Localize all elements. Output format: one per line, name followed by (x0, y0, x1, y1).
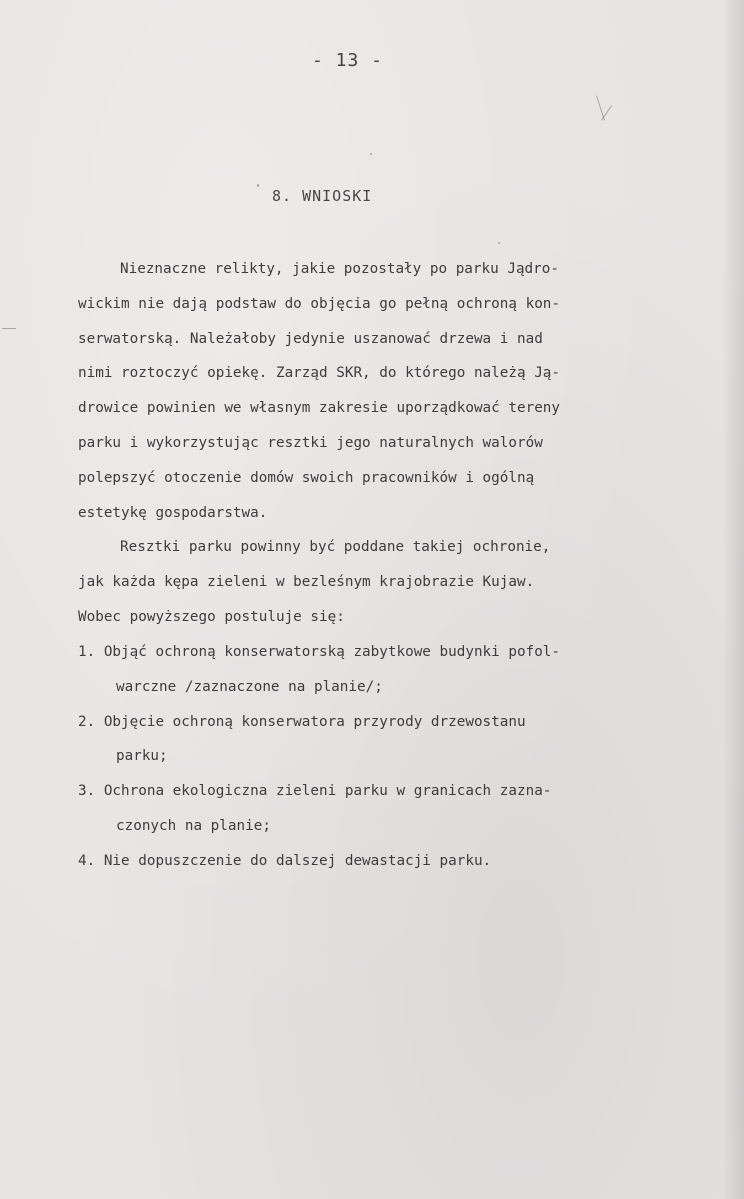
speck (498, 242, 500, 244)
speck (257, 184, 259, 187)
paragraph-line: estetykę gospodarstwa. (78, 504, 268, 521)
list-item: 2. Objęcie ochroną konserwatora przyrody drzewostanu (78, 713, 526, 730)
list-item: 1. Objąć ochroną konserwatorską zabytkowe budynki pofol- (78, 644, 561, 660)
page-edge-shadow (722, 0, 744, 1199)
paragraph-line: jak każda kępa zieleni w bezleśnym krajobrazie Kujaw. (78, 573, 535, 590)
list-item-continuation: czonych na planie; (116, 817, 271, 834)
paragraph-line: drowice powinien we własnym zakresie uporządkować tereny (78, 400, 561, 417)
paragraph-line: parku i wykorzystując resztki jego naturalnych walorów (78, 434, 543, 451)
page-number: - 13 - (312, 50, 384, 71)
paragraph-line: serwatorską. Należałoby jedynie uszanować drzewa i nad (78, 330, 543, 347)
speck (370, 153, 372, 155)
paragraph-line: nimi roztoczyć opiekę. Zarząd SKR, do którego należą Ją- (78, 365, 561, 382)
paragraph-line: wickim nie dają podstaw do objęcia go pełną ochroną kon- (78, 295, 561, 312)
list-item-continuation: parku; (116, 748, 168, 765)
list-item: 4. Nie dopuszczenie do dalszej dewastacji parku. (78, 852, 492, 869)
list-item: 3. Ochrona ekologiczna zieleni parku w granicach zazna- (78, 783, 552, 800)
paragraph-line: Wobec powyższego postuluje się: (78, 608, 345, 625)
list-item-continuation: warczne /zaznaczone na planie/; (116, 678, 383, 695)
paragraph-line: Resztki parku powinny być poddane takiej ochronie, (120, 539, 551, 555)
conclusions-paragraph-2 (78, 530, 678, 634)
section-heading: 8. WNIOSKI (272, 187, 373, 205)
paragraph-line: Nieznaczne relikty, jakie pozostały po parku Jądro- (120, 261, 559, 277)
paragraph-line: polepszyć otoczenie domów swoich pracowników i ogólną (78, 469, 535, 486)
conclusions-paragraph-1 (78, 252, 678, 530)
postulates-list (78, 635, 678, 879)
margin-dash-mark (2, 328, 16, 329)
